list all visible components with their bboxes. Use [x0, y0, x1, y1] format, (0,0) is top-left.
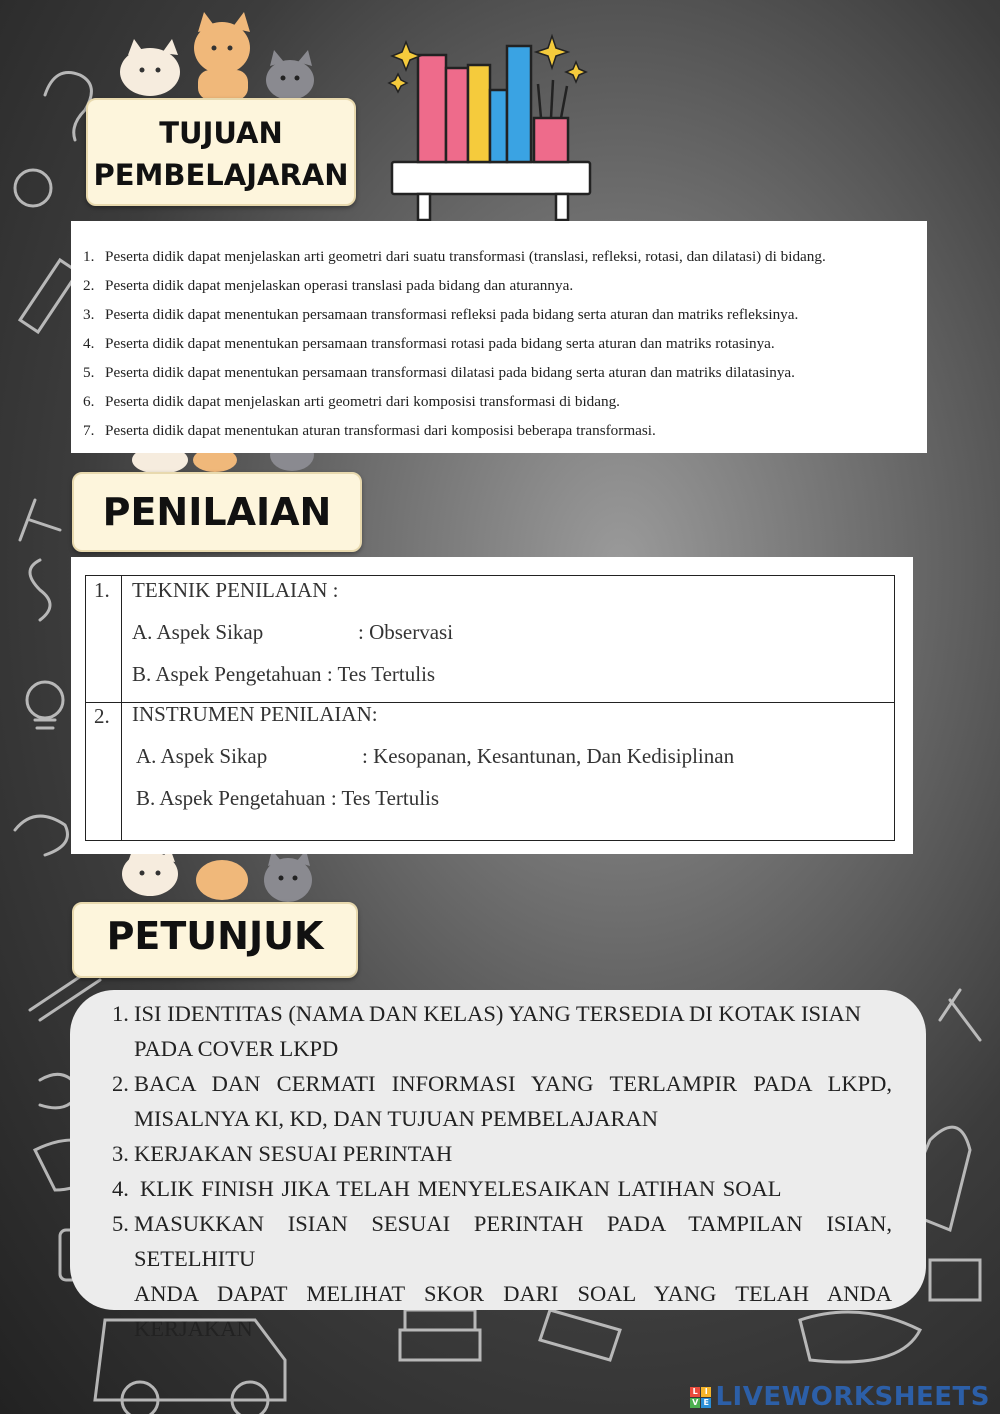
tujuan-pembelajaran-box — [71, 221, 927, 453]
petunjuk-item — [112, 996, 892, 1066]
aspect-label: A. Aspek Sikap — [132, 620, 264, 644]
cat-cluster-top — [120, 12, 314, 100]
aspect-label: B. Aspek Pengetahuan — [136, 786, 326, 810]
petunjuk-item-line: BACA DAN CERMATI INFORMASI YANG TERLAMPIR PADA LKPD, — [134, 1071, 892, 1096]
petunjuk-item — [112, 1136, 892, 1171]
tujuan-list — [83, 243, 927, 446]
petunjuk-item-number: 5. — [112, 1211, 129, 1236]
liveworksheets-logo-icon — [690, 1387, 711, 1408]
penilaian-row-teknik — [86, 576, 894, 703]
logo-letter: I — [701, 1387, 711, 1397]
penilaian-aspect-line — [132, 662, 435, 687]
penilaian-heading: INSTRUMEN PENILAIAN: — [132, 702, 378, 726]
petunjuk-item-number: 4. — [112, 1176, 129, 1201]
tujuan-item — [83, 330, 927, 359]
tujuan-item-number: 1. — [83, 248, 95, 265]
aspect-label: B. Aspek Pengetahuan — [132, 662, 322, 686]
aspect-label: A. Aspek Sikap — [136, 744, 268, 768]
tujuan-item — [83, 388, 927, 417]
petunjuk-item-line: KLIK FINISH JIKA TELAH MENYELESAIKAN LATIHAN SOAL — [140, 1176, 782, 1201]
petunjuk-item — [112, 1171, 892, 1206]
tujuan-item-number: 4. — [83, 335, 95, 352]
aspect-value: : Tes Tertulis — [326, 662, 436, 686]
tujuan-item — [83, 243, 927, 272]
penilaian-row-number: 2. — [94, 704, 110, 728]
tujuan-item — [83, 301, 927, 330]
watermark-text: LIVEWORKSHEETS — [715, 1382, 990, 1412]
tujuan-item-number: 2. — [83, 277, 95, 294]
petunjuk-item — [112, 1206, 892, 1346]
aspect-value: : Kesopanan, Kesantunan, Dan Kedisiplinan — [362, 744, 735, 768]
table-divider — [121, 576, 122, 702]
petunjuk-label: PETUNJUK — [72, 902, 358, 978]
tujuan-item-text: Peserta didik dapat menjelaskan arti geometri dari komposisi transformasi di bidang. — [105, 393, 620, 410]
petunjuk-item-line: KERJAKAN SESUAI PERINTAH — [134, 1141, 453, 1166]
tujuan-item-number: 7. — [83, 422, 95, 439]
aspect-value: : Observasi — [358, 620, 454, 644]
cat-cluster-bottom — [122, 848, 312, 902]
tujuan-item — [83, 417, 927, 446]
penilaian-table — [85, 575, 895, 841]
tujuan-item-text: Peserta didik dapat menjelaskan operasi translasi pada bidang dan aturannya. — [105, 277, 574, 294]
penilaian-aspect-line — [132, 620, 453, 645]
penilaian-label: PENILAIAN — [72, 472, 362, 552]
aspect-value: : Tes Tertulis — [330, 786, 440, 810]
petunjuk-item-line: PADA COVER LKPD — [134, 1036, 339, 1061]
tujuan-item-text: Peserta didik dapat menentukan persamaan transformasi refleksi pada bidang serta aturan dan matriks refleksinya. — [105, 306, 799, 323]
tujuan-label-line1: TUJUAN — [159, 116, 283, 150]
petunjuk-item-number: 3. — [112, 1141, 129, 1166]
petunjuk-item-line: KERJAKAN — [134, 1316, 253, 1341]
tujuan-item-number: 5. — [83, 364, 95, 381]
penilaian-box — [71, 557, 913, 854]
penilaian-aspect-line — [136, 786, 439, 811]
penilaian-aspect-line — [136, 744, 734, 769]
petunjuk-box — [70, 990, 926, 1341]
petunjuk-item-number: 2. — [112, 1071, 129, 1096]
tujuan-item-text: Peserta didik dapat menentukan persamaan transformasi rotasi pada bidang serta aturan dan matriks rotasinya. — [105, 335, 775, 352]
logo-letter: L — [690, 1387, 700, 1397]
tujuan-item — [83, 359, 927, 388]
tujuan-label-line2: PEMBELAJARAN — [93, 158, 349, 192]
tujuan-item-text: Peserta didik dapat menjelaskan arti geometri dari suatu transformasi (translasi, refleksi, rotasi, dan dilatasi) di bidang. — [105, 248, 826, 265]
tujuan-pembelajaran-label — [86, 98, 356, 206]
penilaian-heading: TEKNIK PENILAIAN : — [132, 578, 339, 602]
tujuan-item-text: Peserta didik dapat menentukan aturan transformasi dari komposisi beberapa transformasi. — [105, 422, 656, 439]
question-mark-doodle — [45, 73, 91, 141]
petunjuk-item-line: ANDA DAPAT MELIHAT SKOR DARI SOAL YANG TELAH ANDA — [134, 1281, 892, 1306]
petunjuk-item-line: ISI IDENTITAS (NAMA DAN KELAS) YANG TERSEDIA DI KOTAK ISIAN — [134, 1001, 861, 1026]
petunjuk-item-line: MASUKKAN ISIAN SESUAI PERINTAH PADA TAMPILAN ISIAN, SETELHITU — [134, 1211, 892, 1271]
logo-letter: E — [701, 1398, 711, 1408]
tujuan-item-number: 3. — [83, 306, 95, 323]
tujuan-item-number: 6. — [83, 393, 95, 410]
tujuan-item — [83, 272, 927, 301]
liveworksheets-watermark — [690, 1384, 990, 1410]
petunjuk-item-number: 1. — [112, 1001, 129, 1026]
petunjuk-item — [112, 1066, 892, 1136]
penilaian-row-number: 1. — [94, 578, 110, 602]
petunjuk-item-line: MISALNYA KI, KD, DAN TUJUAN PEMBELAJARAN — [134, 1106, 658, 1131]
penilaian-row-instrumen — [86, 702, 894, 840]
logo-letter: V — [692, 1397, 699, 1407]
tujuan-item-text: Peserta didik dapat menentukan persamaan transformasi dilatasi pada bidang serta aturan dan matriks dilatasinya. — [105, 364, 795, 381]
table-divider — [121, 702, 122, 840]
